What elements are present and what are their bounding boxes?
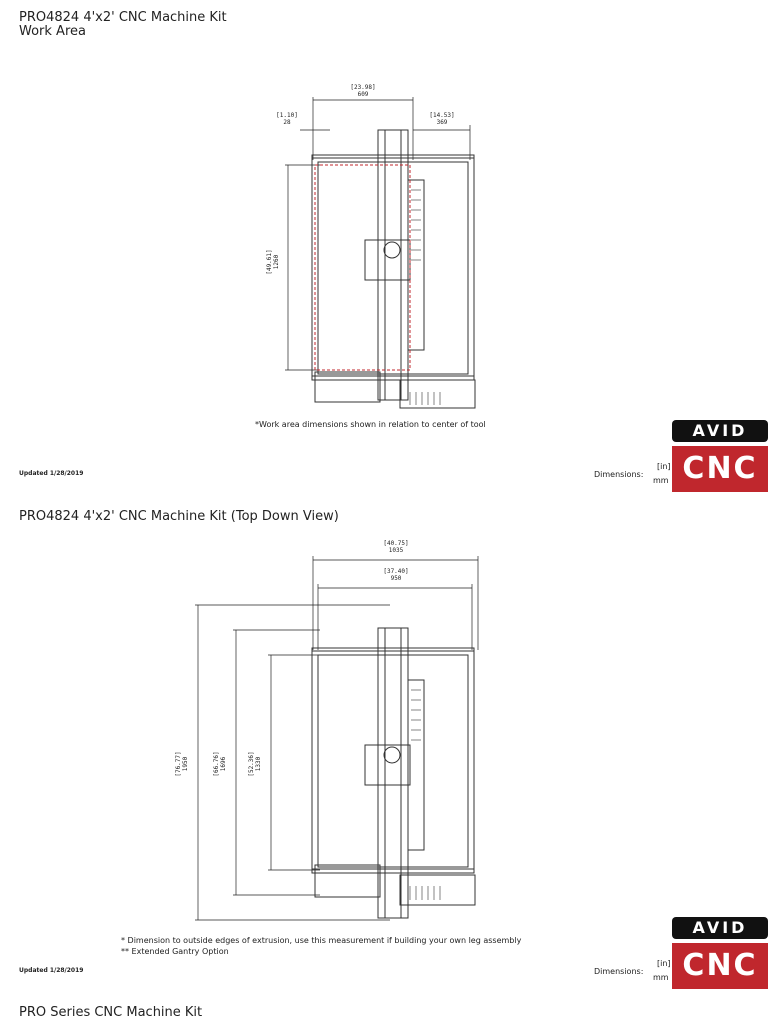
sheet2-dimensions-label: Dimensions: <box>594 967 644 976</box>
sheet1-unit-in: [in] <box>657 462 671 471</box>
dim-left-mm: 28 <box>283 119 291 126</box>
sheet3-title: PRO Series CNC Machine Kit <box>19 1005 203 1020</box>
dim-height-in: [49.61] <box>266 249 273 275</box>
dim-top-in: [23.98] <box>350 84 376 91</box>
logo-cnc-text-2: CNC <box>672 943 768 989</box>
logo-avid-text-2: AVID <box>672 917 768 939</box>
sheet1-updated: Updated 1/28/2019 <box>19 470 84 477</box>
sheet2-updated: Updated 1/28/2019 <box>19 967 84 974</box>
dim-h2-mm: 1696 <box>220 756 227 772</box>
logo-cnc-text: CNC <box>672 446 768 492</box>
sheet1-dimensions-label: Dimensions: <box>594 470 644 479</box>
sheet2-unit-in: [in] <box>657 959 671 968</box>
dim-w2-mm: 950 <box>390 575 402 582</box>
sheet1-note: *Work area dimensions shown in relation to center of tool <box>255 420 486 429</box>
dim-height-mm: 1260 <box>273 254 280 270</box>
sheet2-note1: * Dimension to outside edges of extrusion, use this measurement if building your own leg assembly <box>121 936 522 945</box>
dim-w1-mm: 1035 <box>388 547 404 554</box>
logo-avid-text: AVID <box>672 420 768 442</box>
dim-w1-in: [40.75] <box>383 540 409 547</box>
avid-cnc-logo-2 <box>672 917 768 992</box>
dim-h3-mm: 1330 <box>255 756 262 772</box>
sheet1-unit-mm: mm <box>653 476 669 485</box>
dim-left-in: [1.10] <box>276 112 298 119</box>
dim-h2-in: [66.76] <box>213 751 220 777</box>
dim-right-in: [14.53] <box>429 112 455 119</box>
dim-right-mm: 369 <box>436 119 448 126</box>
sheet2-title: PRO4824 4'x2' CNC Machine Kit (Top Down View) <box>19 509 339 524</box>
dim-h3-in: [52.36] <box>248 751 255 777</box>
sheet2-note2: ** Extended Gantry Option <box>121 947 229 956</box>
dim-h1-mm: 1950 <box>182 756 189 772</box>
sheet2-unit-mm: mm <box>653 973 669 982</box>
dim-h1-in: [76.77] <box>175 751 182 777</box>
sheet1-title: PRO4824 4'x2' CNC Machine Kit <box>19 10 227 25</box>
sheet1-subtitle: Work Area <box>19 24 86 39</box>
dim-w2-in: [37.40] <box>383 568 409 575</box>
dim-top-mm: 609 <box>357 91 369 98</box>
avid-cnc-logo <box>672 420 768 495</box>
